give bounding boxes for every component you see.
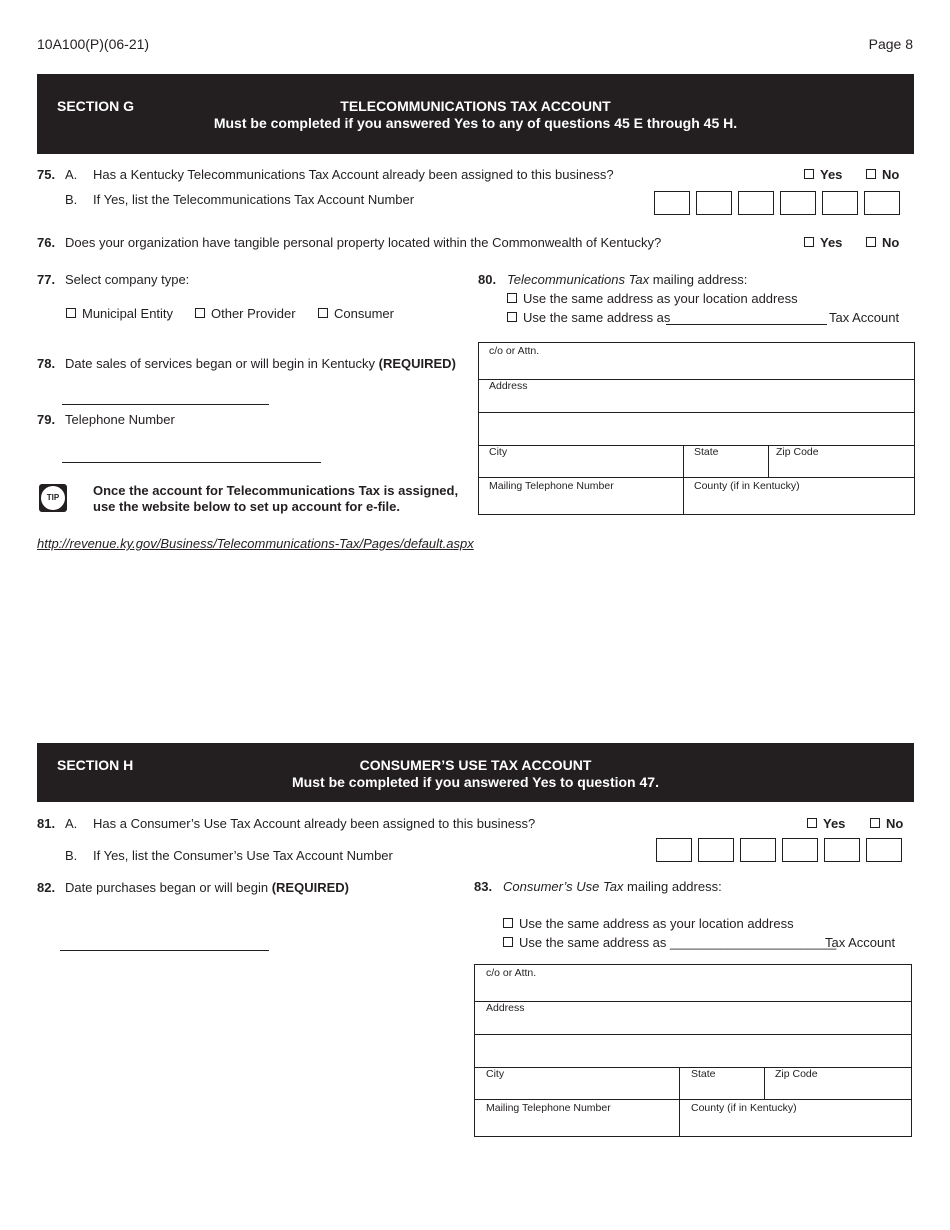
q80-same-location-option[interactable]	[507, 291, 798, 306]
q76-number: 76.	[37, 235, 56, 250]
checkbox-icon	[66, 308, 76, 318]
digit-box[interactable]	[824, 838, 860, 862]
q80-same-account-option[interactable]	[507, 310, 670, 325]
digit-box[interactable]	[864, 191, 900, 215]
zip-label: Zip Code	[775, 1068, 818, 1080]
q79-number: 79.	[37, 412, 56, 427]
address-label: Address	[486, 1002, 525, 1014]
checkbox-icon	[503, 918, 513, 928]
state-label: State	[694, 446, 719, 458]
q75-b-text: If Yes, list the Telecommunications Tax Account Number	[93, 192, 415, 207]
q75-a-letter: A.	[65, 167, 78, 182]
section-h-subtitle: Must be completed if you answered Yes to question 47.	[292, 774, 659, 790]
digit-box[interactable]	[696, 191, 732, 215]
no-label: No	[882, 235, 900, 250]
q81-number: 81.	[37, 816, 56, 831]
mailing-phone-label: Mailing Telephone Number	[486, 1102, 611, 1114]
section-h-header	[37, 743, 914, 802]
digit-box[interactable]	[740, 838, 776, 862]
digit-box[interactable]	[822, 191, 858, 215]
checkbox-icon	[318, 308, 328, 318]
tip-text: Once the account for Telecommunications Tax is assigned, use the website below to set up account for e-file.	[93, 483, 459, 514]
q80-account-blank[interactable]	[666, 324, 827, 325]
checkbox-icon	[807, 818, 817, 828]
q83-question	[503, 879, 722, 894]
digit-box[interactable]	[738, 191, 774, 215]
option-consumer[interactable]	[318, 306, 394, 321]
required-label: (REQUIRED)	[271, 880, 349, 895]
q78-question	[65, 356, 456, 371]
digit-box[interactable]	[656, 838, 692, 862]
option-label: Use the same address as your location address	[523, 291, 798, 306]
co-attn-label: c/o or Attn.	[489, 345, 540, 357]
q83-italic: Consumer’s Use Tax	[503, 879, 624, 894]
q75-b-letter: B.	[65, 192, 78, 207]
checkbox-icon	[866, 237, 876, 247]
digit-box[interactable]	[654, 191, 690, 215]
state-label: State	[691, 1068, 716, 1080]
q83-text: mailing address:	[627, 879, 722, 894]
q83-tax-account-label: Tax Account	[825, 935, 896, 950]
digit-box[interactable]	[866, 838, 902, 862]
section-g-label: SECTION G	[57, 98, 135, 114]
q80-text: mailing address:	[652, 272, 748, 287]
q76-no-option[interactable]	[866, 235, 899, 250]
county-label: County (if in Kentucky)	[694, 480, 800, 492]
option-municipal-entity[interactable]	[66, 306, 173, 321]
q79-phone-line[interactable]	[62, 462, 321, 463]
q78-number: 78.	[37, 356, 56, 371]
q82-number: 82.	[37, 880, 56, 895]
zip-label: Zip Code	[776, 446, 819, 458]
checkbox-icon	[195, 308, 205, 318]
option-label: Use the same address as your location address	[519, 916, 794, 931]
q76-text: Does your organization have tangible personal property located within the Commonwealth of Kentucky?	[65, 235, 662, 250]
q80-italic: Telecommunications Tax	[507, 272, 650, 287]
form-id: 10A100(P)(06-21)	[37, 36, 150, 52]
checkbox-icon	[804, 169, 814, 179]
option-label: Municipal Entity	[82, 306, 174, 321]
q82-text: Date purchases began or will begin	[65, 880, 269, 895]
q82-question	[65, 880, 349, 895]
q75-a-text: Has a Kentucky Telecommunications Tax Account already been assigned to this business?	[93, 167, 614, 182]
q81-b-text: If Yes, list the Consumer’s Use Tax Account Number	[93, 848, 393, 863]
required-label: (REQUIRED)	[378, 356, 456, 371]
q77-text: Select company type:	[65, 272, 190, 287]
no-label: No	[882, 167, 900, 182]
section-h-title: CONSUMER’S USE TAX ACCOUNT	[359, 757, 592, 773]
digit-box[interactable]	[782, 838, 818, 862]
mailing-phone-label: Mailing Telephone Number	[489, 480, 614, 492]
q75-yes-option[interactable]	[804, 167, 842, 182]
q81-yes-option[interactable]	[807, 816, 845, 831]
option-label: Use the same address as	[523, 310, 671, 325]
digit-box[interactable]	[780, 191, 816, 215]
checkbox-icon	[866, 169, 876, 179]
digit-box[interactable]	[698, 838, 734, 862]
yes-label: Yes	[823, 816, 846, 831]
efile-link[interactable]: http://revenue.ky.gov/Business/Telecommunications-Tax/Pages/default.aspx	[37, 536, 474, 551]
q79-text: Telephone Number	[65, 412, 175, 427]
option-label: Use the same address as _______________________	[519, 935, 837, 950]
q75-no-option[interactable]	[866, 167, 899, 182]
option-label: Other Provider	[211, 306, 296, 321]
no-label: No	[886, 816, 904, 831]
use-tax-mailing-address-box[interactable]	[474, 964, 912, 1137]
use-tax-account-number-boxes[interactable]	[656, 838, 906, 862]
section-g-header	[37, 74, 914, 154]
tip-icon	[39, 484, 67, 512]
q78-text: Date sales of services began or will begin in Kentucky	[65, 356, 375, 371]
yes-label: Yes	[820, 235, 843, 250]
telecom-mailing-address-box[interactable]	[478, 342, 915, 515]
city-label: City	[489, 446, 508, 458]
address-label: Address	[489, 380, 528, 392]
q78-date-line[interactable]	[62, 404, 269, 405]
tip-icon-label: TIP	[41, 486, 65, 510]
q82-date-line[interactable]	[60, 950, 269, 951]
checkbox-icon	[507, 312, 517, 322]
county-label: County (if in Kentucky)	[691, 1102, 797, 1114]
option-other-provider[interactable]	[195, 306, 296, 321]
q81-a-text: Has a Consumer’s Use Tax Account already been assigned to this business?	[93, 816, 536, 831]
telecom-account-number-boxes[interactable]	[654, 191, 904, 215]
section-g-title: TELECOMMUNICATIONS TAX ACCOUNT	[340, 98, 611, 114]
checkbox-icon	[870, 818, 880, 828]
page-number: Page 8	[868, 36, 913, 52]
q81-b-letter: B.	[65, 848, 78, 863]
q75-number: 75.	[37, 167, 56, 182]
option-label: Consumer	[334, 306, 394, 321]
q80-question	[507, 272, 747, 287]
co-attn-label: c/o or Attn.	[486, 967, 537, 979]
section-g-subtitle: Must be completed if you answered Yes to any of questions 45 E through 45 H.	[213, 115, 738, 131]
q76-yes-option[interactable]	[804, 235, 842, 250]
q81-no-option[interactable]	[870, 816, 903, 831]
q83-same-account-option[interactable]	[503, 935, 836, 950]
q83-same-location-option[interactable]	[503, 916, 794, 931]
q81-a-letter: A.	[65, 816, 78, 831]
checkbox-icon	[507, 293, 517, 303]
q80-tax-account-label: Tax Account	[829, 310, 900, 325]
q77-number: 77.	[37, 272, 56, 287]
checkbox-icon	[503, 937, 513, 947]
yes-label: Yes	[820, 167, 843, 182]
q80-number: 80.	[478, 272, 497, 287]
checkbox-icon	[804, 237, 814, 247]
section-h-label: SECTION H	[57, 757, 134, 773]
q83-number: 83.	[474, 879, 493, 894]
city-label: City	[486, 1068, 505, 1080]
